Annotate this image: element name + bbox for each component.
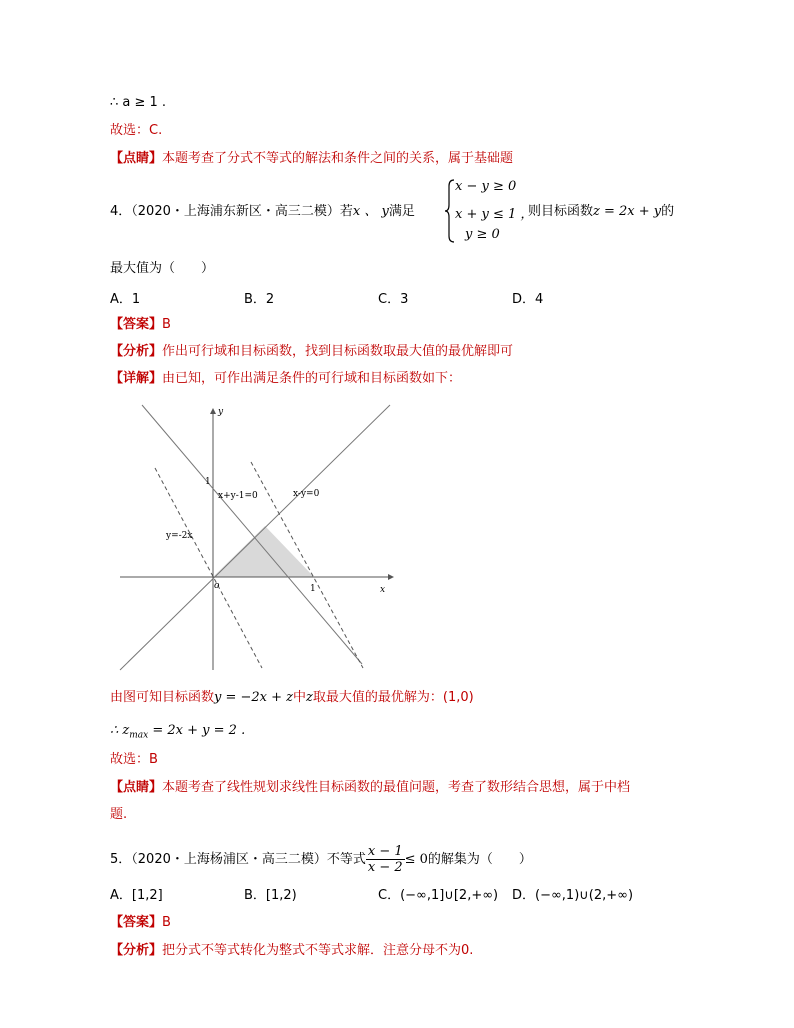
zmax-sub: max <box>129 730 149 741</box>
y-axis-arrow-icon <box>210 408 216 414</box>
q4-objective <box>528 203 674 221</box>
q5-analysis <box>110 942 473 960</box>
constraint-3: y ≥ 0 <box>465 227 500 242</box>
conclusion-post: 取最大值的最优解为：(1,0) <box>312 690 474 705</box>
zmax-prefix: ∴ z <box>110 723 130 738</box>
q4-line2-text: 最大值为（ ） <box>110 261 215 276</box>
analysis-text: 作出可行域和目标函数，找到目标函数取最大值的最优解即可 <box>162 344 514 359</box>
label-line3: y=-2x <box>166 531 193 541</box>
choice-text: 故选：C. <box>110 123 163 138</box>
conclusion-mid: 中 <box>293 690 307 705</box>
conclusion-eq: y = −2x + z <box>214 690 294 705</box>
fraction-numerator: x − 1 <box>367 844 403 859</box>
q4-then: 则目标函数 <box>528 204 594 219</box>
label-y: y <box>218 407 224 417</box>
zmax-rest: = 2x + y = 2 . <box>148 723 246 738</box>
constraint-1: x − y ≥ 0 <box>455 179 517 194</box>
label-one-y: 1 <box>205 477 211 487</box>
comment-line-q3 <box>110 150 513 168</box>
q5-prefix: 5．（2020・上海杨浦区・高三二模）不等式 <box>110 852 366 867</box>
q4-analysis <box>110 343 513 361</box>
q5-answer <box>110 914 171 932</box>
q4-vars: x 、 y <box>352 204 389 219</box>
q5-suffix: 的解集为（ ） <box>427 852 532 867</box>
fraction-denominator: x − 2 <box>367 860 403 875</box>
label-line1: x+y-1=0 <box>218 491 258 501</box>
q4-option-a: A．1 <box>110 292 141 307</box>
q4-stem-line2 <box>110 260 214 278</box>
q4-prefix: 4．（2020・上海浦东新区・高三二模）若 <box>110 204 353 219</box>
q4-comment-cont <box>110 806 127 824</box>
label-x: x <box>380 585 386 595</box>
therefore-text: ∴ a ≥ 1 . <box>110 95 167 110</box>
comment-text: 本题考查了分式不等式的解法和条件之间的关系，属于基础题 <box>162 151 514 166</box>
q5-analysis-text: 把分式不等式转化为整式不等式求解．注意分母不为0. <box>162 943 474 958</box>
q5-fraction <box>366 844 405 875</box>
q5-ineq: ≤ 0 <box>404 852 428 867</box>
q4-choice <box>110 751 158 769</box>
line-x-minus-y <box>120 405 390 670</box>
q5-answer-tag: 【答案】 <box>110 915 163 930</box>
q4-stem <box>110 203 415 221</box>
answer-value: B <box>162 317 171 332</box>
q5-stem <box>110 844 532 875</box>
q5-analysis-tag: 【分析】 <box>110 943 163 958</box>
conclusion-pre: 由图可知目标函数 <box>110 690 215 705</box>
q4-option-d: D．4 <box>512 292 544 307</box>
brace-icon <box>445 178 455 244</box>
label-one-x: 1 <box>310 584 316 594</box>
q4-conclusion <box>110 689 474 707</box>
label-line2: x-y=0 <box>293 489 320 499</box>
choice-line-q3 <box>110 122 162 140</box>
q4-de: 的 <box>661 204 675 219</box>
q5-answer-value: B <box>162 915 171 930</box>
detail-tag: 【详解】 <box>110 371 163 386</box>
q4-choice-text: 故选：B <box>110 752 158 767</box>
conclusion-z: z <box>306 690 313 705</box>
comment-tag: 【点睛】 <box>110 151 163 166</box>
x-axis-arrow-icon <box>388 574 394 580</box>
constraint-2: x + y ≤ 1 ， <box>455 207 534 222</box>
feasible-region <box>213 526 314 577</box>
q4-comment-tag: 【点睛】 <box>110 780 163 795</box>
q4-zmax <box>110 722 245 745</box>
q4-objective-expr: z = 2x + y <box>593 204 662 219</box>
q4-detail <box>110 370 461 388</box>
q4-comment-line1: 本题考查了线性规划求线性目标函数的最值问题，考查了数形结合思想，属于中档 <box>162 780 631 795</box>
analysis-tag: 【分析】 <box>110 344 163 359</box>
therefore-line <box>110 94 166 112</box>
q4-satisfy: 满足 <box>388 204 415 219</box>
q4-constraint-system <box>445 178 534 244</box>
label-origin: o <box>214 581 220 591</box>
q5-option-a: A．[1,2] <box>110 888 163 903</box>
q4-option-b: B．2 <box>244 292 275 307</box>
q4-comment <box>110 779 630 797</box>
q5-option-b: B．[1,2) <box>244 888 297 903</box>
detail-text: 由已知，可作出满足条件的可行域和目标函数如下： <box>162 371 462 386</box>
q4-answer <box>110 316 171 334</box>
q4-comment-line2: 题. <box>110 807 128 822</box>
q5-option-d: D．(−∞,1)∪(2,+∞) <box>512 888 634 903</box>
feasible-region-graph <box>118 400 398 676</box>
answer-tag: 【答案】 <box>110 317 163 332</box>
q4-option-c: C．3 <box>378 292 409 307</box>
q5-option-c: C．(−∞,1]∪[2,+∞) <box>378 888 499 903</box>
